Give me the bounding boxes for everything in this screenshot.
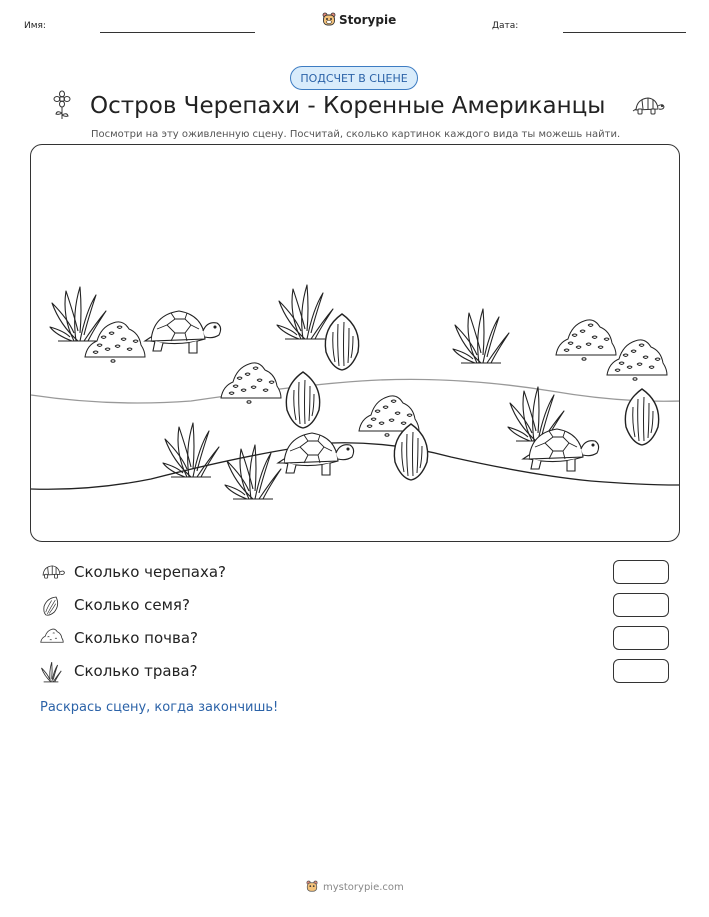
storypie-mascot-icon <box>306 880 318 894</box>
question-text: Сколько трава? <box>74 662 198 680</box>
counting-badge: ПОДСЧЕТ В СЦЕНЕ <box>290 66 418 90</box>
turtle-title-icon <box>632 95 666 117</box>
name-label: Имя: <box>24 21 46 31</box>
instructions-text: Посмотри на эту оживленную сцену. Посчитай, сколько картинок каждого вида ты можешь найти. <box>91 129 621 140</box>
grass-item <box>50 287 106 341</box>
seed-item <box>286 372 319 428</box>
coloring-note: Раскрась сцену, когда закончишь! <box>40 700 279 715</box>
question-soil <box>40 626 670 652</box>
footer-url[interactable]: mystorypie.com <box>323 881 404 893</box>
turtle-item <box>278 433 354 475</box>
soil-item <box>221 363 281 403</box>
date-field[interactable] <box>563 32 686 33</box>
seed-icon <box>40 595 62 617</box>
soil-item <box>85 322 145 362</box>
seed-item <box>625 389 658 445</box>
answer-box-seeds[interactable] <box>613 593 669 617</box>
flower-icon <box>50 90 74 120</box>
question-text: Сколько семя? <box>74 596 190 614</box>
brand-name: Storypie <box>339 13 397 27</box>
answer-box-turtles[interactable] <box>613 560 669 584</box>
question-text: Сколько черепаха? <box>74 563 227 581</box>
footer <box>306 880 404 894</box>
date-label: Дата: <box>492 21 519 31</box>
question-text: Сколько почва? <box>74 629 198 647</box>
grass-item <box>453 309 509 363</box>
question-seeds <box>40 593 670 619</box>
storypie-mascot-icon <box>322 12 336 28</box>
soil-icon <box>40 628 64 646</box>
answer-box-soil[interactable] <box>613 626 669 650</box>
page-title: Остров Черепахи - Коренные Американцы <box>90 93 606 119</box>
grass-item <box>225 445 281 499</box>
grass-item <box>277 285 333 339</box>
counting-scene <box>30 144 680 542</box>
turtle-item <box>523 429 599 471</box>
seed-item <box>325 314 358 370</box>
turtle-icon <box>40 562 66 582</box>
grass-icon <box>40 661 62 683</box>
answer-box-grass[interactable] <box>613 659 669 683</box>
storypie-logo <box>322 12 396 28</box>
turtle-item <box>145 311 221 353</box>
question-grass <box>40 659 670 685</box>
soil-item <box>607 340 667 380</box>
seed-item <box>394 424 427 480</box>
question-turtles <box>40 560 670 586</box>
name-field[interactable] <box>100 32 255 33</box>
soil-item <box>556 320 616 360</box>
